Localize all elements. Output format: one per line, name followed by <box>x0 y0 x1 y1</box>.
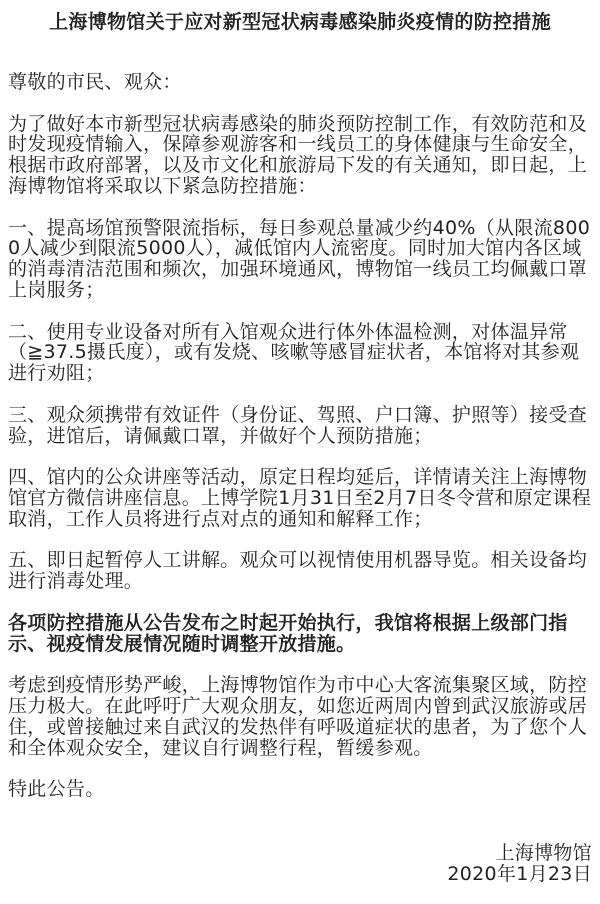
paragraph-line: 尊敬的市民、观众： <box>8 71 182 93</box>
paragraph-line: 上岗服务； <box>8 278 105 301</box>
paragraph-line: 二、使用专业设备对所有入馆观众进行体外体温检测，对体温异常 <box>8 320 568 343</box>
paragraph <box>8 405 594 447</box>
paragraph-line: 和全体观众安全，建议自行调整行程，暂缓参观。 <box>8 736 433 759</box>
paragraph <box>8 72 594 93</box>
paragraph-line: 示、视疫情发展情况随时调整开放措施。 <box>8 632 356 655</box>
paragraph-line: 五、即日起暂停人工讲解。观众可以视情使用机器导览。相关设备均 <box>8 549 588 572</box>
notice-body <box>8 72 594 821</box>
paragraph-line: 时发现疫情输入，保障参观游客和一线员工的身体健康与生命安全， <box>8 133 588 156</box>
paragraph-line: 考虑到疫情形势严峻，上海博物馆作为市中心大客流集聚区域，防控 <box>8 674 588 697</box>
paragraph <box>8 675 594 758</box>
paragraph-line: 住，或曾接触过来自武汉的发热伴有呼吸道症状的患者，为了您个人 <box>8 715 588 738</box>
paragraph <box>8 467 594 529</box>
paragraph-line: 验，进馆后，请佩戴口罩，并做好个人预防措施； <box>8 424 433 447</box>
paragraph <box>8 550 594 592</box>
paragraph-line: 特此公告。 <box>8 778 105 801</box>
paragraph-line: （≧37.5摄氏度），或有发烧、咳嗽等感冒症状者，本馆将对其参观 <box>8 341 580 364</box>
paragraph-line: 进行消毒处理。 <box>8 570 144 593</box>
paragraph-line: 馆官方微信讲座信息。上博学院1月31日至2月7日冬令营和原定课程 <box>8 486 592 509</box>
paragraph-line: 海博物馆将采取以下紧急防控措施： <box>8 174 317 197</box>
paragraph-line: 根据市政府部署，以及市文化和旅游局下发的有关通知，即日起，上 <box>8 154 588 177</box>
signature-date: 2020年1月23日 <box>447 862 592 885</box>
paragraph-line: 取消，工作人员将进行点对点的通知和解释工作； <box>8 507 433 530</box>
paragraph-line: 压力极大。在此呼吁广大观众朋友，如您近两周内曾到武汉旅游或居 <box>8 694 588 717</box>
paragraph-line: 四、馆内的公众讲座等活动，原定日程均延后，详情请关注上海博物 <box>8 466 588 489</box>
paragraph <box>8 218 594 301</box>
paragraph-line: 的消毒清洁范围和频次，加强环境通风，博物馆一线员工均佩戴口罩 <box>8 258 588 281</box>
paragraph-line: 0人减少到限流5000人），减低馆内人流密度。同时加大馆内各区域 <box>8 237 582 260</box>
signature-organization: 上海博物馆 <box>495 842 592 864</box>
paragraph <box>8 779 594 800</box>
paragraph-line: 为了做好本市新型冠状病毒感染的肺炎预防控制工作，有效防范和及 <box>8 112 588 135</box>
signature-block <box>447 843 592 885</box>
paragraph-line: 一、提高场馆预警限流指标，每日参观总量减少约40%（从限流800 <box>8 216 591 239</box>
paragraph <box>8 613 594 655</box>
paragraph-line: 各项防控措施从公告发布之时起开始执行，我馆将根据上级部门指 <box>8 611 568 634</box>
paragraph <box>8 114 594 197</box>
notice-title: 上海博物馆关于应对新型冠状病毒感染肺炎疫情的防控措施 <box>49 11 551 33</box>
paragraph-line: 三、观众须携带有效证件（身份证、驾照、户口簿、护照等）接受查 <box>8 403 588 426</box>
paragraph-line: 进行劝阻； <box>8 362 105 385</box>
paragraph <box>8 322 594 384</box>
